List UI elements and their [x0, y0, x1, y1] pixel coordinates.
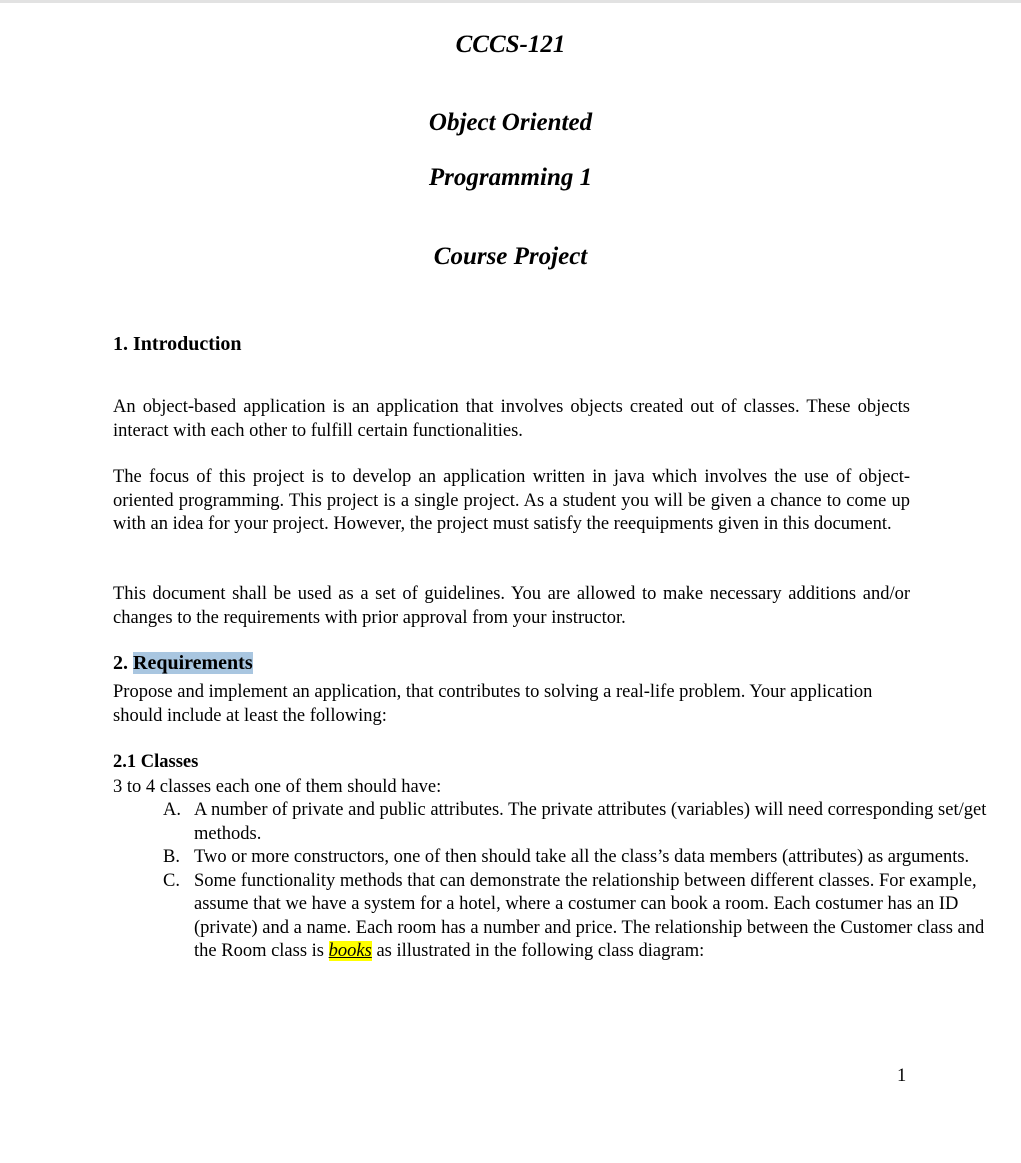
list-item [163, 870, 993, 964]
highlighted-word-books: books [328, 941, 372, 961]
intro-paragraph-1: An object-based application is an application that involves objects created out of classes. These objects interact with each other to fulfill certain functionalities. [113, 397, 910, 441]
course-name-line2: Programming 1 [428, 164, 593, 191]
selected-text-requirements: Requirements [133, 652, 253, 674]
section-number: 2. [113, 652, 133, 674]
section-heading-introduction: 1. Introduction [113, 333, 242, 355]
list-item [163, 846, 993, 870]
subsection-heading-classes: 2.1 Classes [113, 752, 199, 772]
intro-paragraph-2: The focus of this project is to develop an application written in java which involves the use of object-oriented programming. This project is a single project. As a student you will be given a chance to come up with an idea for your project. However, the project must satisfy the reequipments given in this document. [113, 467, 910, 534]
intro-paragraph-3: This document shall be used as a set of guidelines. You are allowed to make necessary additions and/or changes to the requirements with prior approval from your instructor. [113, 584, 910, 628]
class-requirements-list [163, 799, 993, 964]
list-item-text: Two or more constructors, one of then should take all the class’s data members (attributes) as arguments. [194, 847, 970, 867]
classes-intro: 3 to 4 classes each one of them should have: [113, 777, 442, 797]
page-number: 1 [897, 1066, 907, 1086]
document-title: Course Project [433, 243, 588, 270]
requirements-intro: Propose and implement an application, that contributes to solving a real-life problem. Your application should include at least the following: [113, 682, 873, 726]
course-name-line1: Object Oriented [428, 109, 593, 136]
list-item [163, 799, 993, 846]
section-heading-requirements [113, 652, 253, 675]
list-marker: B. [163, 847, 180, 867]
list-marker: A. [163, 800, 181, 820]
list-item-text: Some functionality methods that can demonstrate the relationship between different classes. For example, assume that we have a system for a hotel, where a costumer can book a room. Each costumer has an ID (private) and a name. Each room has a number and price. The relationship between the Customer class and the Room class is [194, 870, 985, 961]
course-code: CCCS-121 [455, 31, 566, 58]
list-marker: C. [163, 870, 180, 891]
list-item-text: A number of private and public attributes. The private attributes (variables) will need corresponding set/get methods. [194, 800, 987, 844]
list-item-text-end: as illustrated in the following class diagram: [371, 941, 705, 961]
